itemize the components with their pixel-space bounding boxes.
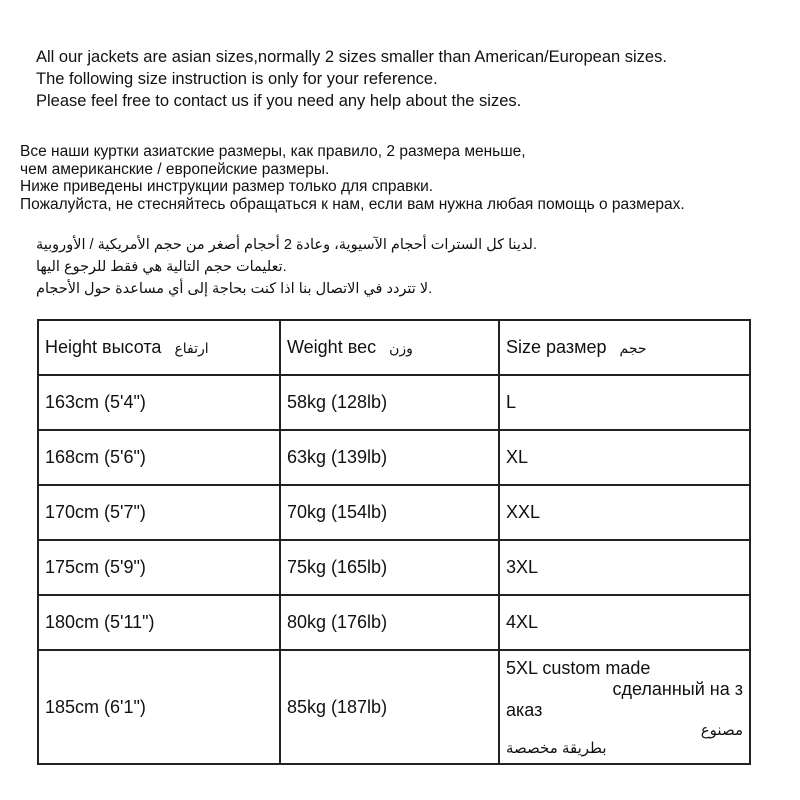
table-row	[38, 430, 750, 485]
size-custom-ru-1: сделанный на з	[612, 678, 743, 699]
table-row	[38, 595, 750, 650]
table-row	[38, 540, 750, 595]
notice-arabic	[36, 234, 537, 300]
cell-weight: 85kg (187lb)	[280, 650, 499, 764]
cell-size: 4XL	[499, 595, 750, 650]
notice-ar-line-2: تعليمات حجم التالية هي فقط للرجوع اليها.	[36, 259, 287, 275]
cell-height: 170cm (5'7")	[38, 485, 280, 540]
cell-weight: 63kg (139lb)	[280, 430, 499, 485]
notice-russian	[20, 143, 685, 213]
header-height-ar: ارتفاع	[174, 340, 209, 356]
table-row	[38, 485, 750, 540]
cell-weight: 70kg (154lb)	[280, 485, 499, 540]
notice-ru-line-3: Ниже приведены инструкции размер только для справки.	[20, 178, 434, 195]
cell-size: 3XL	[499, 540, 750, 595]
size-custom-en: 5XL custom made	[506, 657, 651, 678]
cell-size: L	[499, 375, 750, 430]
cell-weight: 75kg (165lb)	[280, 540, 499, 595]
notice-ru-line-2: чем американские / европейские размеры.	[20, 160, 330, 178]
table-row	[38, 650, 750, 764]
size-custom-ru-2: аказ	[506, 699, 543, 720]
notice-english	[36, 46, 667, 112]
notice-en-line-1: All our jackets are asian sizes,normally 2 sizes smaller than American/European sizes.	[36, 48, 667, 66]
cell-size: XL	[499, 430, 750, 485]
cell-weight: 80kg (176lb)	[280, 595, 499, 650]
size-custom-ar-1: مصنوع	[700, 721, 743, 739]
header-weight-ar: وزن	[389, 340, 413, 356]
header-size-en: Size	[506, 337, 542, 357]
cell-size: XXL	[499, 485, 750, 540]
size-chart-table	[37, 319, 751, 765]
cell-height: 175cm (5'9")	[38, 540, 280, 595]
notice-ru-line-1: Все наши куртки азиатские размеры, как правило, 2 размера меньше,	[20, 143, 526, 160]
header-weight	[280, 320, 499, 375]
header-weight-ru: вес	[347, 337, 377, 357]
cell-height: 163cm (5'4")	[38, 375, 280, 430]
notice-en-line-3: Please feel free to contact us if you need any help about the sizes.	[36, 92, 522, 110]
header-weight-en: Weight	[287, 337, 343, 357]
header-height-ru: высота	[102, 337, 162, 357]
table-row	[38, 375, 750, 430]
notice-ar-line-3: لا تتردد في الاتصال بنا اذا كنت بحاجة إلى أي مساعدة حول الأحجام.	[36, 281, 433, 297]
header-size-ar: حجم	[619, 340, 647, 356]
notice-ru-line-4: Пожалуйста, не стесняйтесь обращаться к нам, если вам нужна любая помощь о размерах.	[20, 195, 685, 213]
notice-ar-line-1: لدينا كل السترات أحجام الآسيوية، وعادة 2 أحجام أصغر من حجم الأمريكية / الأوروبية.	[36, 237, 537, 253]
header-size-ru: размер	[546, 337, 607, 357]
cell-height: 180cm (5'11")	[38, 595, 280, 650]
cell-size-custom	[499, 650, 750, 764]
table-header-row	[38, 320, 750, 375]
header-size	[499, 320, 750, 375]
cell-weight: 58kg (128lb)	[280, 375, 499, 430]
size-custom-ar-2: بطريقة مخصصة	[506, 739, 607, 757]
header-height-en: Height	[45, 337, 98, 357]
cell-height: 168cm (5'6")	[38, 430, 280, 485]
header-height	[38, 320, 280, 375]
notice-en-line-2: The following size instruction is only for your reference.	[36, 70, 438, 88]
cell-height: 185cm (6'1")	[38, 650, 280, 764]
